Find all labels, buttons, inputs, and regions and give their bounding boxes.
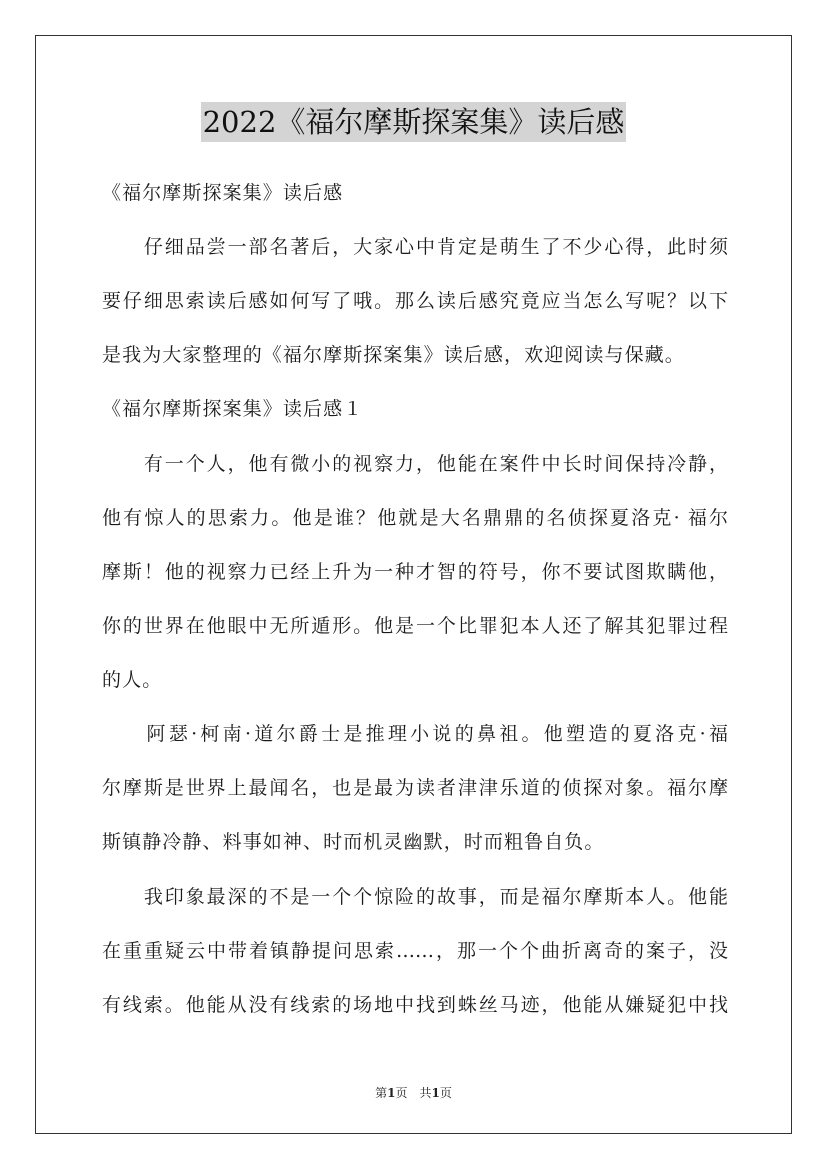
paragraph-line: 要仔细思索读后感如何写了哦。那么读后感究竟应当怎么写呢？以下	[102, 290, 728, 312]
paragraph-line: 尔摩斯是世界上最闻名，也是最为读者津津乐道的侦探对象。福尔摩	[102, 777, 728, 799]
paragraph-line: 的人。	[102, 669, 163, 691]
page-footer	[0, 1084, 827, 1101]
paragraph-line: 阿瑟·柯南·道尔爵士是推理小说的鼻祖。他塑造的夏洛克·福	[102, 723, 728, 745]
paragraph-line: 我印象最深的不是一个个惊险的故事，而是福尔摩斯本人。他能	[102, 886, 728, 908]
paragraph-line: 有一个人，他有微小的视察力，他能在案件中长时间保持冷静，	[102, 453, 728, 475]
paragraph-line: 他有惊人的思索力。他是谁？他就是大名鼎鼎的名侦探夏洛克· 福尔	[102, 507, 728, 529]
section-heading: 《福尔摩斯探案集》读后感１	[102, 398, 364, 420]
footer-mid: 页 共	[395, 1086, 432, 1100]
paragraph-line: 在重重疑云中带着镇静提问思索……，那一个个曲折离奇的案子，没	[102, 940, 728, 962]
paragraph-line: 仔细品尝一部名著后，大家心中肯定是萌生了不少心得，此时须	[102, 236, 728, 258]
paragraph-line: 是我为大家整理的《福尔摩斯探案集》读后感，欢迎阅读与保藏。	[102, 344, 685, 366]
footer-page-number: 1	[387, 1086, 396, 1100]
footer-suffix: 页	[439, 1086, 452, 1100]
subtitle-line: 《福尔摩斯探案集》读后感	[102, 182, 344, 204]
title-container	[0, 102, 827, 142]
footer-page-total: 1	[431, 1086, 440, 1100]
footer-prefix: 第	[375, 1086, 388, 1100]
paragraph-line: 摩斯！他的视察力已经上升为一种才智的符号，你不要试图欺瞒他，	[102, 561, 728, 583]
paragraph-line: 有线索。他能从没有线索的场地中找到蛛丝马迹，他能从嫌疑犯中找	[102, 994, 728, 1016]
paragraph-line: 斯镇静冷静、料事如神、时而机灵幽默，时而粗鲁自负。	[102, 831, 605, 853]
paragraph-line: 你的世界在他眼中无所遁形。他是一个比罪犯本人还了解其犯罪过程	[102, 615, 728, 637]
document-title: 2022《福尔摩斯探案集》读后感	[201, 102, 627, 142]
